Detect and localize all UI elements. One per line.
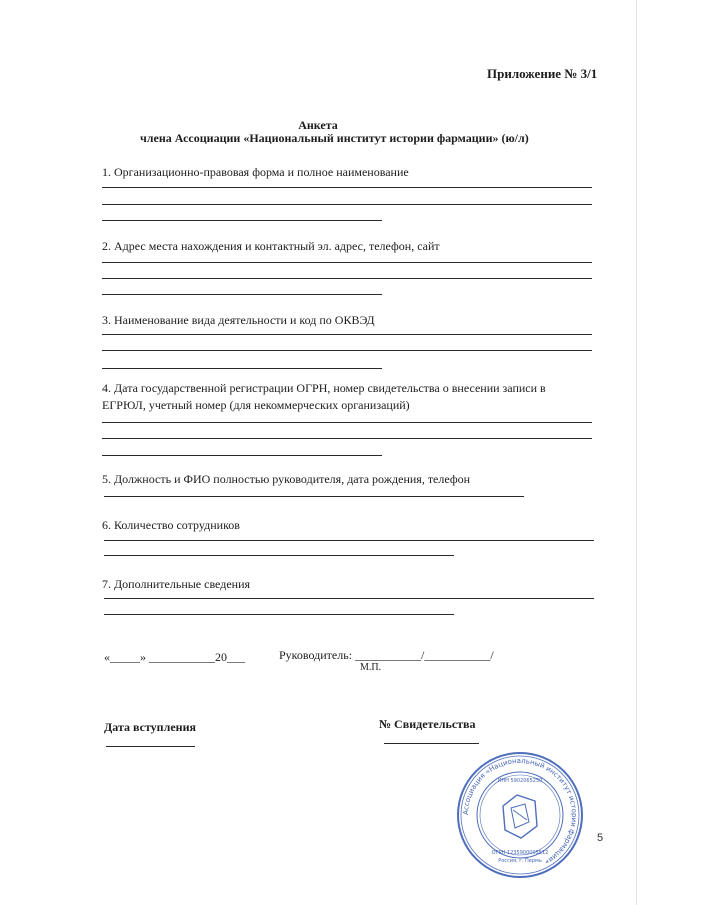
seal-city: Россия, г. Пермь [498, 858, 542, 864]
form-subtitle: члена Ассоциации «Национальный институт истории фармации» (ю/л) [140, 131, 529, 145]
form-title: Анкета [298, 118, 338, 132]
date-field[interactable]: «_____» ___________20___ [104, 650, 245, 664]
seal-ogrn: ОГРН 1235900005512 [491, 850, 549, 856]
answer-line[interactable] [102, 350, 592, 351]
question-6-label: 6. Количество сотрудников [102, 518, 240, 532]
question-2-label: 2. Адрес места нахождения и контактный эл. адрес, телефон, сайт [102, 239, 440, 253]
answer-line[interactable] [102, 334, 592, 335]
answer-line[interactable] [102, 220, 382, 221]
join-date-line[interactable] [106, 746, 195, 747]
answer-line[interactable] [104, 555, 454, 556]
answer-line[interactable] [104, 614, 454, 615]
question-5-label: 5. Должность и ФИО полностью руководителя, дата рождения, телефон [102, 472, 471, 486]
answer-line[interactable] [102, 204, 592, 205]
question-4-label-line1: 4. Дата государственной регистрации ОГРН, номер свидетельства о внесении записи в [102, 381, 546, 395]
question-7-label: 7. Дополнительные сведения [102, 577, 251, 591]
question-4-label-line2: ЕГРЮЛ, учетный номер (для некоммерческих организаций) [102, 398, 410, 412]
seal-outer-text: Ассоциация «Национальный институт истории фармации» [461, 756, 579, 867]
appendix-label: Приложение № 3/1 [487, 66, 598, 81]
answer-line[interactable] [102, 368, 382, 369]
answer-line[interactable] [104, 496, 524, 497]
answer-line[interactable] [104, 598, 594, 599]
answer-line[interactable] [102, 187, 592, 188]
page-edge [636, 0, 637, 905]
organization-seal [455, 750, 585, 880]
answer-line[interactable] [102, 262, 592, 263]
join-date-label: Дата вступления [104, 720, 196, 734]
stamp-place-label: М.П. [360, 662, 382, 673]
head-signature-field[interactable]: Руководитель: ___________/___________/ [279, 648, 494, 662]
answer-line[interactable] [102, 294, 382, 295]
seal-inn: ИНН 5902065250 [497, 778, 543, 784]
answer-line[interactable] [102, 438, 592, 439]
certificate-label: № Свидетельства [379, 717, 476, 731]
certificate-line[interactable] [384, 743, 479, 744]
question-3-label: 3. Наименование вида деятельности и код по ОКВЭД [102, 313, 375, 327]
question-1-label: 1. Организационно-правовая форма и полное наименование [102, 165, 409, 179]
answer-line[interactable] [102, 422, 592, 423]
seal-icon [455, 750, 585, 880]
answer-line[interactable] [104, 540, 594, 541]
answer-line[interactable] [102, 455, 382, 456]
page-number: 5 [597, 832, 604, 844]
answer-line[interactable] [102, 278, 592, 279]
